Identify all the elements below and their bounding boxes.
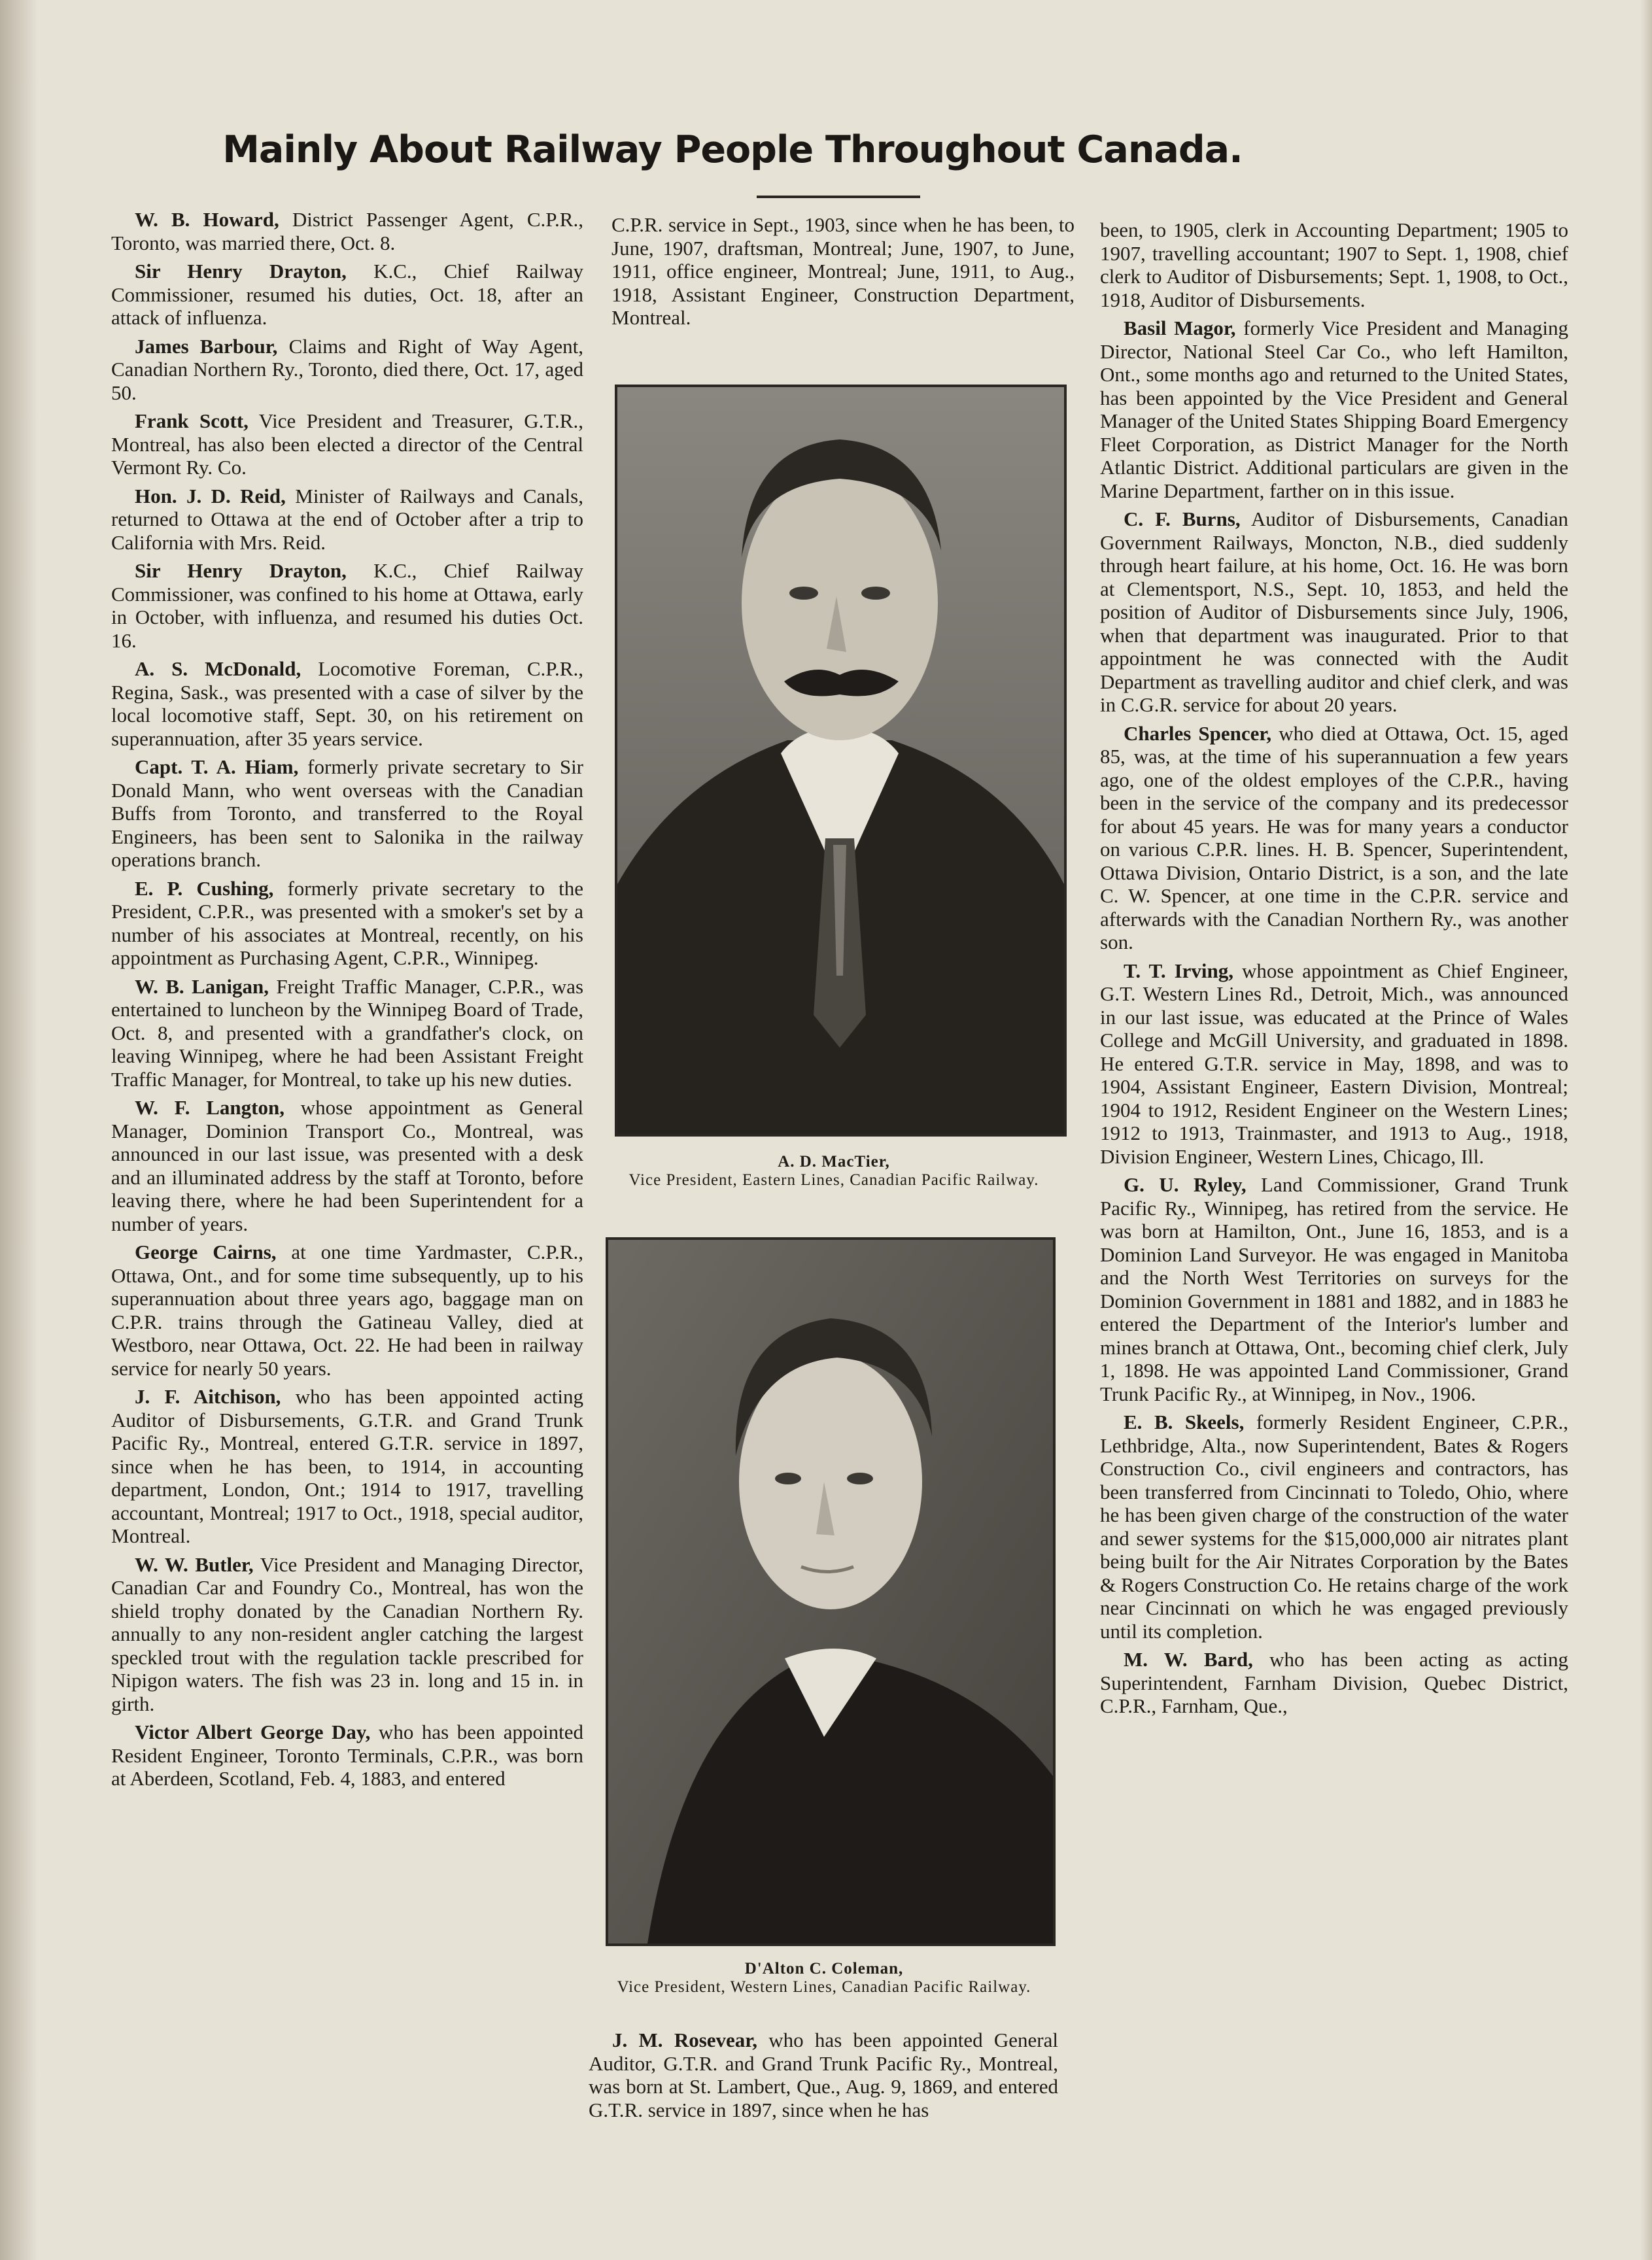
caption-name: A. D. MacTier, xyxy=(778,1153,890,1171)
item-bard xyxy=(1100,1648,1568,1718)
item-cairns xyxy=(111,1241,583,1380)
item-howard xyxy=(111,208,583,254)
item-spencer xyxy=(1100,722,1568,954)
item-rosevear xyxy=(589,2029,1058,2121)
item-text: Locomotive Foreman, C.P.R., Regina, Sask., was presented with a case of silver by the local locomotive staff, Sept. 30, on his retirement on superannuation, after 35 years service. xyxy=(111,657,583,750)
person-name: Charles Spencer, xyxy=(1124,721,1272,745)
person-name: Hon. J. D. Reid, xyxy=(135,484,286,507)
person-name: G. U. Ryley, xyxy=(1124,1173,1247,1196)
item-scott xyxy=(111,409,583,479)
item-lanigan xyxy=(111,975,583,1091)
item-text: who has been appointed Resident Engineer, Toronto Terminals, C.P.R., was born at Aberdeen, Scotland, Feb. 4, 1883, and entered xyxy=(111,1721,583,1790)
item-text: K.C., Chief Railway Commissioner, was confined to his home at Ottawa, early in October, with influenza, and resumed his duties Oct. 16. xyxy=(111,559,584,652)
item-text: Auditor of Disbursements, Canadian Government Railways, Moncton, N.B., died suddenly through heart failure, at his home, Oct. 16. He was born at Clementsport, N.S., Sept. 10, 1853, and held the position of Auditor of Disbursements since July, 1906, when that department was inaugurated. Prior to that appointment he was connected with the Audit Department as travelling auditor and chief clerk, and was in C.G.R. service for about 20 years. xyxy=(1100,507,1568,716)
item-text: K.C., Chief Railway Commissioner, resumed his duties, Oct. 18, after an attack of influenza. xyxy=(111,260,584,329)
person-name: J. M. Rosevear, xyxy=(612,2029,757,2051)
item-day-continued: C.P.R. service in Sept., 1903, since when he has been, to June, 1907, draftsman, Montreal; June, 1907, to June, 1911, office engineer, Montreal; June, 1911, to Aug., 1918, Assistant Engineer, Construction Department, Montreal. xyxy=(611,213,1075,329)
item-langton xyxy=(111,1096,583,1235)
column-1 xyxy=(111,208,583,1796)
person-name: James Barbour, xyxy=(135,334,278,358)
item-text: who has been appointed acting Auditor of Disbursements, G.T.R. and Grand Trunk Pacific Ry., Montreal, entered G.T.R. service in 1897, since when he has been, to 1914, in accounting department, London, Ont.; 1914 to 1917, travelling accountant, Montreal; 1917 to Oct., 1918, special auditor, Montreal. xyxy=(111,1385,584,1547)
item-text: formerly Vice President and Managing Director, National Steel Car Co., who left Hamilton, Ont., some months ago and returned to the United States, has been appointed by the Vice President and General Manager of the United States Shipping Board Emergency Fleet Corporation, as District Manager for the North Atlantic District. Additional particulars are given in the Marine Department, farther on in this issue. xyxy=(1100,317,1568,502)
item-text: District Passenger Agent, C.P.R., Toronto, was married there, Oct. 8. xyxy=(111,208,583,254)
item-irving xyxy=(1100,959,1568,1169)
item-mcdonald xyxy=(111,657,583,750)
item-text: Minister of Railways and Canals, returned to Ottawa at the end of October after a trip to California with Mrs. Reid. xyxy=(111,484,583,554)
person-name: W. B. Howard, xyxy=(135,208,279,231)
person-name: Capt. T. A. Hiam, xyxy=(135,755,299,778)
item-text: who died at Ottawa, Oct. 15, aged 85, was, at the time of his superannuation a few years ago, one of the oldest employes of the C.P.R., having been in the service of the company and its predecessor for about 45 years. He was for many years a conductor on various C.P.R. lines. H. B. Spencer, Superintendent, Ottawa Division, Ontario District, is a son, and the late C. W. Spencer, at one time in the C.P.R. service and afterwards with the Canadian Northern Ry., was another son. xyxy=(1100,721,1568,953)
person-name: George Cairns, xyxy=(135,1241,277,1263)
person-name: J. F. Aitchison, xyxy=(135,1385,281,1408)
person-name: W. W. Butler, xyxy=(135,1552,254,1576)
caption-name: D'Alton C. Coleman, xyxy=(744,1960,904,1978)
portrait-coleman xyxy=(606,1237,1056,1946)
item-text: Vice President and Treasurer, G.T.R., Montreal, has also been elected a director of the Central Vermont Ry. Co. xyxy=(111,409,583,479)
person-name: E. B. Skeels, xyxy=(1124,1411,1245,1433)
column-3 xyxy=(1100,218,1568,1723)
person-name: W. F. Langton, xyxy=(135,1096,284,1119)
person-name: Sir Henry Drayton, xyxy=(135,260,347,282)
item-burns xyxy=(1100,507,1568,717)
item-barbour xyxy=(111,335,583,405)
item-magor xyxy=(1100,317,1568,502)
item-aitchison xyxy=(111,1385,583,1548)
item-text: Vice President and Managing Director, Canadian Car and Foundry Co., Montreal, has won the shield trophy donated by the Canadian Northern Ry. annually to any non-resident angler catching the largest speckled trout with the regulation tackle prescribed for Nipigon waters. The fish was 23 in. long and 15 in. in girth. xyxy=(111,1552,583,1715)
item-text: Land Commissioner, Grand Trunk Pacific Ry., Winnipeg, has retired from the service. He was born at Hamilton, Ont., June 16, 1853, and is a Dominion Land Surveyor. He was engaged in Manitoba and the North West Territories on surveys for the Dominion Government in 1881 and 1882, and in 1883 he entered the Department of the Interior's lumber and mines branch at Ottawa, Ont., becoming chief clerk, July 1, 1898. He was appointed Land Commissioner, Grand Trunk Pacific Ry., at Winnipeg, in Nov., 1906. xyxy=(1100,1173,1569,1405)
item-rosevear-continued: been, to 1905, clerk in Accounting Department; 1905 to 1907, travelling accountant; 1907 to Sept. 1, 1908, chief clerk to Auditor of Disbursements; Sept. 1, 1908, to Oct., 1918, Auditor of Disbursements. xyxy=(1100,218,1568,311)
person-name: T. T. Irving, xyxy=(1124,959,1234,982)
caption-title: Vice President, Eastern Lines, Canadian Pacific Railway. xyxy=(628,1171,1039,1189)
caption-coleman xyxy=(582,1960,1066,1996)
item-cushing xyxy=(111,877,583,970)
item-ryley xyxy=(1100,1173,1568,1405)
person-name: Basil Magor, xyxy=(1124,317,1236,339)
column-2-top xyxy=(611,213,1075,335)
item-drayton-2 xyxy=(111,559,583,652)
item-butler xyxy=(111,1553,583,1716)
item-text: at one time Yardmaster, C.P.R., Ottawa, Ont., and for some time subsequently, up to his superannuation about three years ago, baggage man on C.P.R. trains through the Gatineau Valley, died at Westboro, near Ottawa, Oct. 22. He had been in railway service for nearly 50 years. xyxy=(111,1241,583,1380)
person-name: M. W. Bard, xyxy=(1124,1648,1253,1671)
caption-title: Vice President, Western Lines, Canadian Pacific Railway. xyxy=(617,1978,1031,1996)
item-reid xyxy=(111,485,583,555)
show-through-text xyxy=(1164,78,1570,118)
person-name: Sir Henry Drayton, xyxy=(135,559,347,582)
item-text: whose appointment as Chief Engineer, G.T. Western Lines Rd., Detroit, Mich., was announced in our last issue, was educated at the Prince of Wales College and McGill University, and graduated in 1898. He entered G.T.R. service in May, 1898, and was to 1904, Assistant Engineer, Eastern Division, Montreal; 1904 to 1912, Resident Engineer on the Western Lines; 1912 to 1913, Trainmaster, and 1913 to Aug., 1918, Division Engineer, Western Lines, Chicago, Ill. xyxy=(1100,959,1569,1168)
item-text: whose appointment as General Manager, Dominion Transport Co., Montreal, was announced in our last issue, was presented with a desk and an illuminated address by the staff at Toronto, before leaving there, where he had been Superintendent for a number of years. xyxy=(111,1096,583,1235)
portrait-mactier-image xyxy=(617,387,1064,1134)
page-edge-shadow xyxy=(1640,0,1652,2260)
column-2-bottom xyxy=(589,2029,1058,2127)
item-text: formerly private secretary to the President, C.P.R., was presented with a smoker's set by a number of his associates at Montreal, recently, on his appointment as Purchasing Agent, C.P.R., Winnipeg. xyxy=(111,876,583,969)
item-text: formerly Resident Engineer, C.P.R., Lethbridge, Alta., now Superintendent, Bates & Rogers Construction Co., civil engineers and contractors, has been transferred from Cincinnati to Toledo, Ohio, where he has been given charge of the construction of the water and sewer systems for the $15,000,000 air nitrates plant being built for the Air Nitrates Corporation by the Bates & Rogers Construction Co. He retains charge of the work near Cincinnati on which he was engaged previously until its completion. xyxy=(1100,1411,1569,1643)
person-name: C. F. Burns, xyxy=(1124,507,1241,530)
person-name: Frank Scott, xyxy=(135,409,249,432)
item-skeels xyxy=(1100,1411,1568,1643)
person-name: A. S. McDonald, xyxy=(135,657,301,680)
item-text: who has been appointed General Auditor, G.T.R. and Grand Trunk Pacific Ry., Montreal, was born at St. Lambert, Que., Aug. 9, 1869, and entered G.T.R. service in 1897, since when he has xyxy=(589,2029,1058,2121)
person-name: E. P. Cushing, xyxy=(135,876,274,900)
item-day xyxy=(111,1721,583,1790)
item-text: Freight Traffic Manager, C.P.R., was entertained to luncheon by the Winnipeg Board of Trade, Oct. 8, and presented with a grandfather's clock, on leaving Winnipeg, where he had been Assistant Freight Traffic Manager, for Montreal, to take up his new duties. xyxy=(111,974,584,1091)
title-rule xyxy=(757,196,920,198)
person-name: Victor Albert George Day, xyxy=(135,1721,371,1743)
portrait-mactier xyxy=(615,385,1067,1137)
item-text: formerly private secretary to Sir Donald Mann, who went overseas with the Canadian Buffs from Toronto, and transferred to the Royal Engineers, has been sent to Salonika in the railway operations branch. xyxy=(111,755,584,871)
portrait-coleman-image xyxy=(608,1240,1053,1943)
page-title: Mainly About Railway People Throughout Canada. xyxy=(222,128,1243,171)
caption-mactier xyxy=(592,1153,1076,1190)
page-gutter-shadow xyxy=(0,0,38,2260)
item-drayton-1 xyxy=(111,260,583,330)
person-name: W. B. Lanigan, xyxy=(135,974,269,998)
item-text: who has been acting as acting Superintendent, Farnham Division, Quebec District, C.P.R., Farnham, Que., xyxy=(1100,1648,1568,1717)
item-text: Claims and Right of Way Agent, Canadian Northern Ry., Toronto, died there, Oct. 17, aged 50. xyxy=(111,334,583,404)
item-hiam xyxy=(111,755,583,872)
